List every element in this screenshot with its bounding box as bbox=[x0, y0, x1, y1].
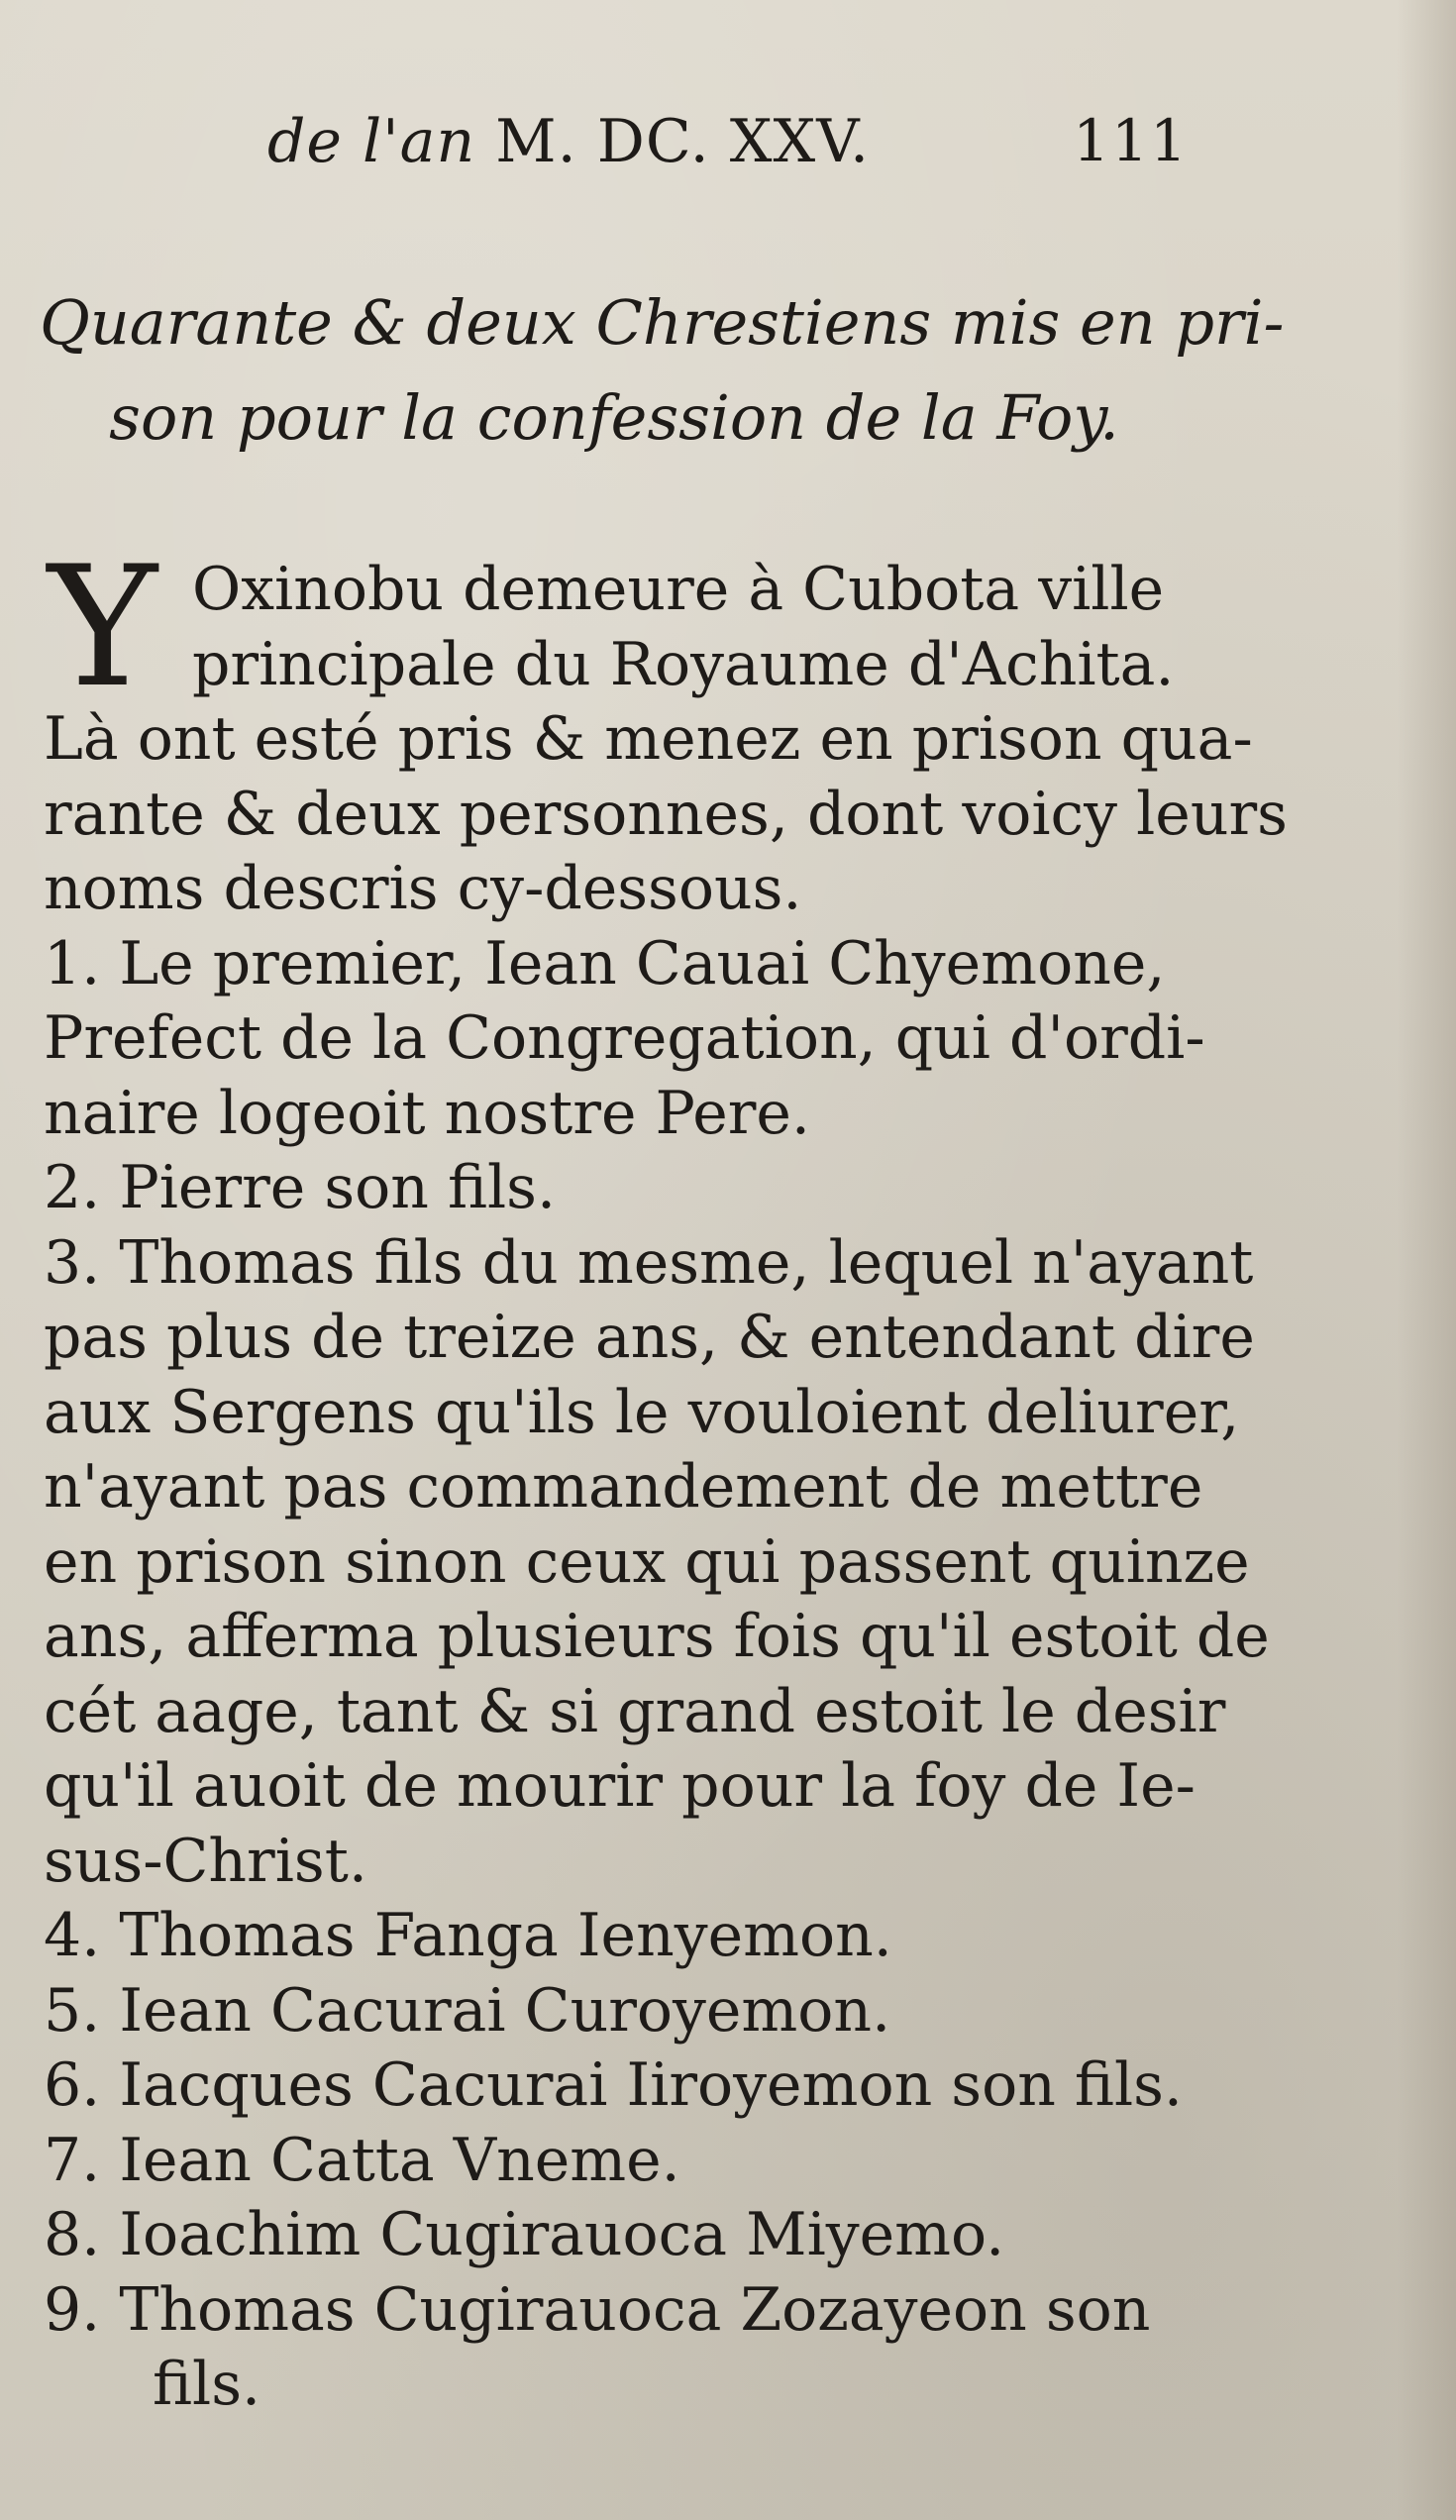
text-line: naire logeoit nostre Pere. bbox=[44, 1078, 810, 1148]
text-line: 1. Le premier, Iean Cauai Chyemone, bbox=[44, 928, 1166, 998]
running-head-year: M. DC. XXV. bbox=[495, 107, 871, 176]
text-line: Prefect de la Congregation, qui d'ordi- bbox=[44, 1003, 1205, 1073]
text-line: sus-Christ. bbox=[44, 1826, 367, 1896]
text-line: Là ont esté pris & menez en prison qua- bbox=[44, 704, 1253, 774]
text-line: n'ayant pas commandement de mettre bbox=[44, 1452, 1203, 1522]
text-line: 8. Ioachim Cugirauoca Miyemo. bbox=[44, 2200, 1005, 2269]
body-text bbox=[44, 530, 1288, 2423]
running-head-italic: de l'an bbox=[267, 107, 476, 176]
text-line: ans, afferma plusieurs fois qu'il estoit de bbox=[44, 1602, 1270, 1671]
section-heading bbox=[40, 275, 1285, 466]
text-line: 9. Thomas Cugirauoca Zozayeon son bbox=[44, 2274, 1151, 2345]
text-line: fils. bbox=[153, 2350, 261, 2419]
running-head bbox=[267, 107, 1189, 186]
text-line: aux Sergens qu'ils le vouloient deliurer, bbox=[44, 1377, 1240, 1447]
page-number: 111 bbox=[1073, 107, 1189, 174]
text-line: 2. Pierre son fils. bbox=[44, 1153, 557, 1222]
text-line: rante & deux personnes, dont voicy leurs bbox=[44, 779, 1288, 849]
text-line: 6. Iacques Cacurai Iiroyemon son fils. bbox=[44, 2050, 1183, 2120]
text-line: principale du Royaume d'Achita. bbox=[192, 629, 1175, 699]
text-line: 5. Iean Cacurai Curoyemon. bbox=[44, 1975, 891, 2046]
running-head-title bbox=[267, 107, 870, 176]
text-line: en prison sinon ceux qui passent quinze bbox=[44, 1526, 1250, 1597]
text-line: pas plus de treize ans, & entendant dire bbox=[44, 1303, 1255, 1372]
drop-cap: Y bbox=[48, 530, 157, 724]
text-line: 4. Thomas Fanga Ienyemon. bbox=[44, 1901, 892, 1970]
heading-line-2: son pour la confession de la Foy. bbox=[109, 381, 1119, 454]
text-line: Oxinobu demeure à Cubota ville bbox=[192, 555, 1165, 624]
text-line: qu'il auoit de mourir pour la foy de Ie- bbox=[44, 1751, 1196, 1821]
text-line: cét aage, tant & si grand estoit le desir bbox=[44, 1676, 1226, 1746]
text-line: noms descris cy-dessous. bbox=[44, 854, 802, 923]
text-line: 3. Thomas fils du mesme, lequel n'ayant bbox=[44, 1227, 1254, 1298]
heading-line-1: Quarante & deux Chrestiens mis en pri- bbox=[40, 286, 1285, 359]
text-line: 7. Iean Catta Vneme. bbox=[44, 2125, 680, 2195]
